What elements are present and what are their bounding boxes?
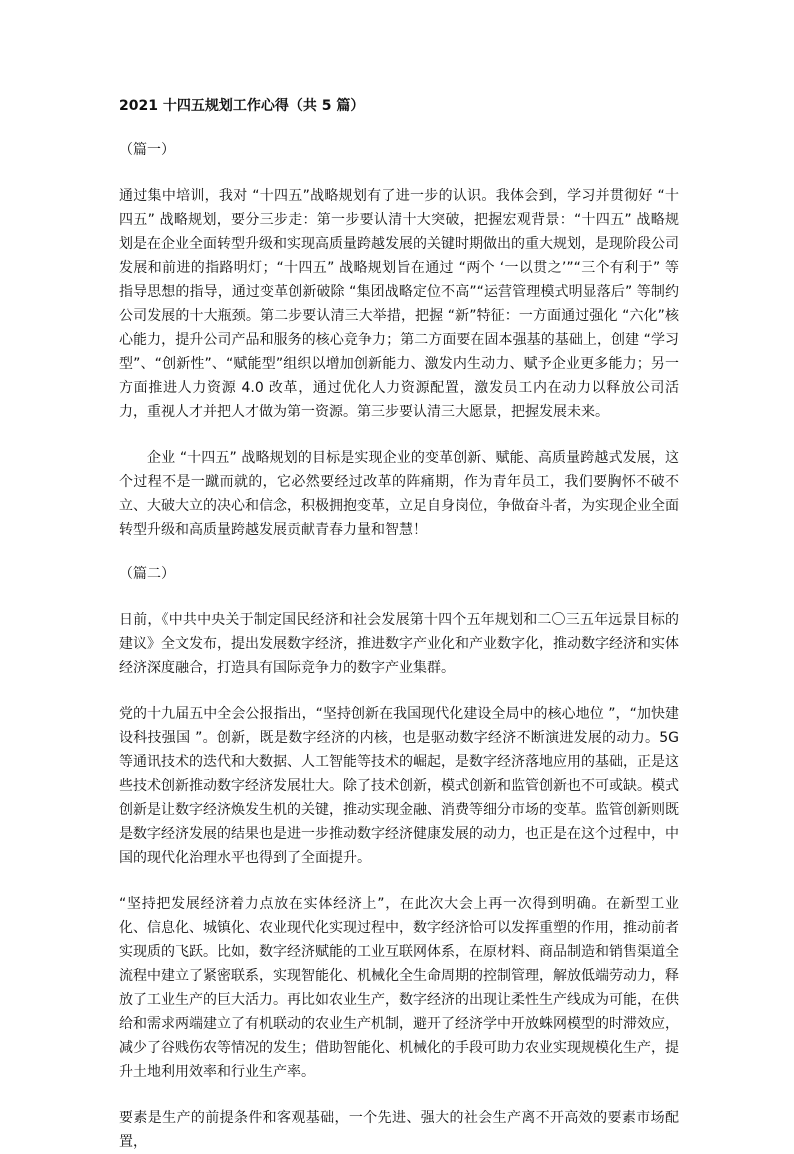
section-1-label: （篇一） [119,142,175,158]
section-2-label: （篇二） [119,566,175,582]
section-1-paragraph-1: 通过集中培训，我对 “十四五”战略规划有了进一步的认识。我体会到，学习并贯彻好 “十四五” 战略规划，要分三步走：第一步要认清十大突破，把握宏观背景：“十四五” 战略规划是在企业全面转型升级和实现高质量跨越发展的关键时期做出的重大规划，是现阶段公司发展和前进的指路明灯；“十四五” 战略规划旨在通过 “两个 ‘一以贯之’”“三个有利于” 等指导思想的指导，通过变革创新破除 “集团战略定位不高”“运营管理模式明显落后” 等制约公司发展的十大瓶颈。第二步要认清三大举措，把握 “新”特征：一方面通过强化 “六化”核心能力，提升公司产品和服务的核心竞争力；第二方面要在固本强基的基础上，创建 “学习型”、“创新性”、“赋能型”组织以增加创新能力、激发内生动力、赋予企业更多能力；另一方面推进人力资源 4.0 改革，通过优化人力资源配置，激发员工内在动力以释放公司活力，重视人才并把人才做为第一资源。第三步要认清三大愿景，把握发展未来。 [119,188,679,420]
section-2-paragraph-4: 要素是生产的前提条件和客观基础，一个先进、强大的社会生产离不开高效的要素市场配置， [119,1110,679,1150]
section-2-paragraph-1: 日前，《中共中央关于制定国民经济和社会发展第十四个五年规划和二〇三五年远景目标的建议》全文发布，提出发展数字经济，推进数字产业化和产业数字化，推动数字经济和实体经济深度融合，打造具有国际竞争力的数字产业集群。 [119,612,679,676]
document-body [119,94,679,1154]
section-2-paragraph-2: 党的十九届五中全会公报指出，“坚持创新在我国现代化建设全局中的核心地位 ”，“加快建设科技强国 ”。创新，既是数字经济的内核，也是驱动数字经济不断演进发展的动力。5G 等通讯技术的迭代和大数据、人工智能等技术的崛起，是数字经济落地应用的基础，正是这些技术创新推动数字经济发展壮大。除了技术创新，模式创新和监管创新也不可或缺。模式创新是让数字经济焕发生机的关键，推动实现金融、消费等细分市场的变革。监管创新则既是数字经济发展的结果也是进一步推动数字经济健康发展的动力，也正是在这个过程中，中国的现代化治理水平也得到了全面提升。 [119,706,679,866]
document-title: 2021 十四五规划工作心得（共 5 篇） [119,98,365,114]
section-2-paragraph-3: “坚持把发展经济着力点放在实体经济上”，在此次大会上再一次得到明确。在新型工业化、信息化、城镇化、农业现代化实现过程中，数字经济恰可以发挥重塑的作用，推动前者实现质的飞跃。比如，数字经济赋能的工业互联网体系，在原材料、商品制造和销售渠道全流程中建立了紧密联系，实现智能化、机械化全生命周期的控制管理，解放低端劳动力，释放了工业生产的巨大活力。再比如农业生产，数字经济的出现让柔性生产线成为可能，在供给和需求两端建立了有机联动的农业生产机制，避开了经济学中开放蛛网模型的时滞效应，减少了谷贱伤农等情况的发生；借助智能化、机械化的手段可助力农业实现规模化生产，提升土地利用效率和行业生产率。 [119,896,679,1080]
section-1-paragraph-2: 企业 “十四五” 战略规划的目标是实现企业的变革创新、赋能、高质量跨越式发展，这个过程不是一蹴而就的，它必然要经过改革的阵痛期，作为青年员工，我们要胸怀不破不立、大破大立的决心和信念，积极拥抱变革，立足自身岗位，争做奋斗者，为实现企业全面转型升级和高质量跨越发展贡献青春力量和智慧！ [119,450,679,538]
